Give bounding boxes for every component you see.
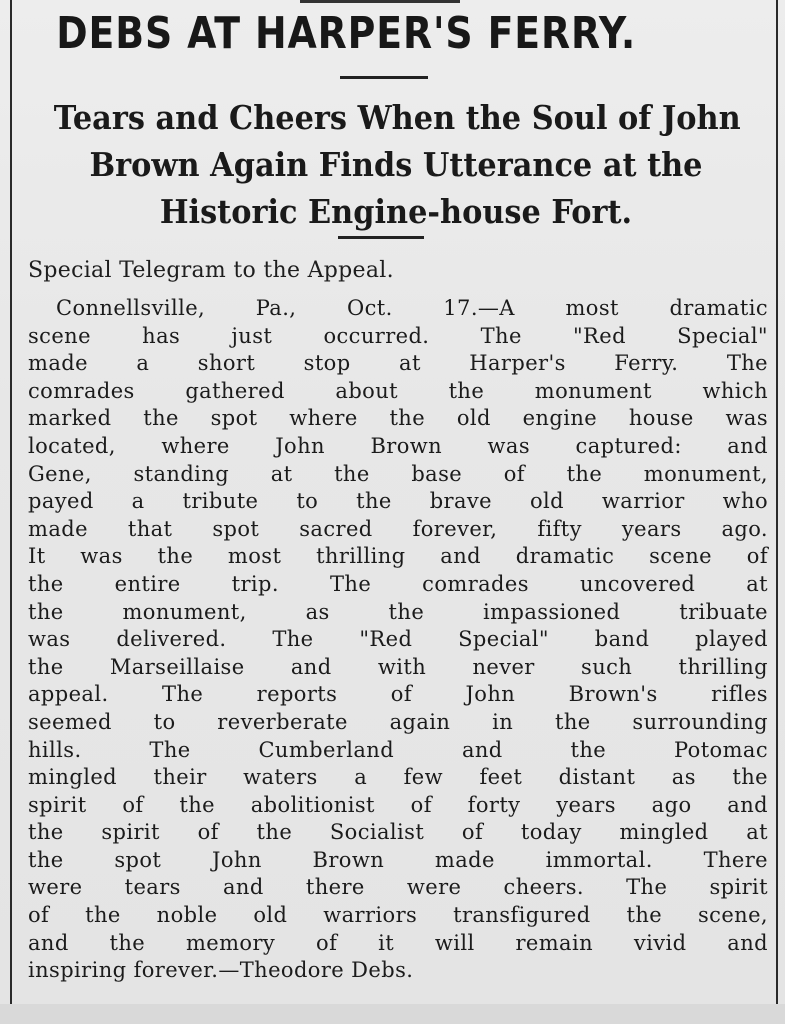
body-line: were tears and there were cheers. The spirit	[28, 875, 768, 900]
body-line: the entire trip. The comrades uncovered at	[28, 571, 768, 596]
subheadline-divider	[338, 236, 424, 239]
body-line: the spirit of the Socialist of today mingled at	[28, 820, 768, 845]
page-margin-strip	[0, 1004, 785, 1024]
body-line: the monument, as the impassioned tribuate	[28, 599, 768, 624]
body-line: Connellsville, Pa., Oct. 17.—A most dramatic	[56, 296, 768, 320]
top-rule-fragment	[300, 0, 460, 3]
headline: DEBS AT HARPER'S FERRY.	[56, 8, 637, 59]
column-rule-right	[776, 0, 778, 1004]
body-line: marked the spot where the old engine house was	[28, 406, 768, 431]
body-line: hills. The Cumberland and the Potomac	[28, 737, 768, 762]
subheadline-line: Brown Again Finds Utterance at the	[89, 145, 703, 184]
headline-divider	[340, 76, 428, 79]
body-line: mingled their waters a few feet distant as the	[28, 765, 768, 790]
body-line: was delivered. The "Red Special" band played	[28, 627, 768, 652]
body-line: payed a tribute to the brave old warrior who	[28, 489, 768, 514]
body-line: made a short stop at Harper's Ferry. The	[28, 351, 768, 376]
article-body	[28, 295, 768, 985]
body-line: located, where John Brown was captured: and	[28, 433, 768, 458]
column-rule-left	[10, 0, 12, 1004]
body-line: the Marseillaise and with never such thrilling	[28, 654, 768, 679]
subheadline-line: Tears and Cheers When the Soul of John	[53, 98, 741, 137]
subheadline-line: Historic Engine-house Fort.	[159, 192, 633, 231]
body-line: comrades gathered about the monument which	[28, 378, 768, 403]
body-line: inspiring forever.—Theodore Debs.	[28, 958, 414, 983]
body-line: Gene, standing at the base of the monument,	[28, 461, 768, 486]
body-line: spirit of the abolitionist of forty years ago and	[28, 792, 768, 817]
body-line: the spot John Brown made immortal. There	[28, 847, 768, 872]
body-line: seemed to reverberate again in the surrounding	[28, 709, 768, 734]
body-line: It was the most thrilling and dramatic scene of	[28, 544, 768, 569]
subheadline	[53, 94, 741, 235]
body-line: made that spot sacred forever, fifty years ago.	[28, 516, 768, 541]
body-line: scene has just occurred. The "Red Special"	[28, 323, 768, 348]
body-line: and the memory of it will remain vivid and	[28, 930, 768, 955]
body-line: of the noble old warriors transfigured the scene,	[28, 903, 768, 928]
body-line: appeal. The reports of John Brown's rifles	[28, 682, 768, 707]
dateline: Special Telegram to the Appeal.	[28, 258, 394, 283]
